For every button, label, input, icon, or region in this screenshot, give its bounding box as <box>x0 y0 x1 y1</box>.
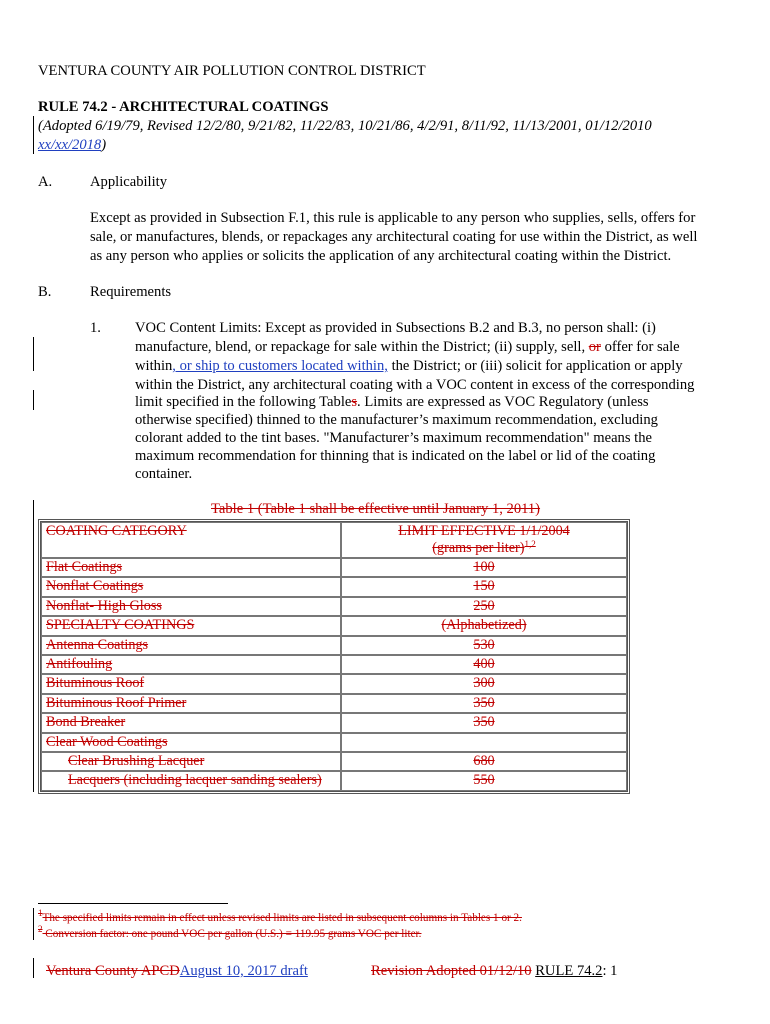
text-run: manufacture, blend, or repackage for sale within the District; (ii) supply, sell, <box>135 339 589 355</box>
coating-category-cell: Nonflat- High Gloss <box>41 597 341 616</box>
change-bar <box>33 908 34 940</box>
footer-deleted-revision: Revision Adopted 01/12/10 <box>371 963 532 979</box>
item-1-text: container. <box>135 466 193 482</box>
table-row <box>41 752 627 771</box>
voc-limit-cell: (Alphabetized) <box>341 616 627 635</box>
deleted-text: or <box>588 339 601 355</box>
voc-limit-cell: 150 <box>341 577 627 596</box>
item-1-text: colorant added to the tint bases. "Manufacturer’s maximum recommendation" means the <box>135 430 653 446</box>
coating-category-cell: Clear Brushing Lacquer <box>41 752 341 771</box>
adoption-history <box>38 117 652 136</box>
agency-heading: VENTURA COUNTY AIR POLLUTION CONTROL DISTRICT <box>38 63 426 79</box>
item-1-text <box>135 357 683 376</box>
coating-category-cell: Flat Coatings <box>41 558 341 577</box>
text-run: offer for sale <box>600 339 680 355</box>
section-b-heading: Requirements <box>90 284 172 300</box>
header-category: COATING CATEGORY <box>41 522 341 558</box>
footnote-1 <box>38 908 522 925</box>
coating-category-cell: Clear Wood Coatings <box>41 733 341 752</box>
table-row <box>41 771 627 790</box>
text-run: . Limits are expressed as VOC Regulatory (unless <box>357 394 649 410</box>
coating-category-cell: Bituminous Roof <box>41 674 341 693</box>
text-run: the District; or (iii) solicit for application or apply <box>387 358 683 374</box>
voc-limit-cell: 550 <box>341 771 627 790</box>
footnote-mark: 2 <box>38 924 43 934</box>
text-run: limit specified in the following Table <box>135 394 352 410</box>
footnote-ref: 1,2 <box>524 539 536 549</box>
section-a-heading: Applicability <box>90 174 168 190</box>
section-b-letter: B. <box>38 284 52 300</box>
text-run: within <box>135 358 173 374</box>
deleted-text: s <box>351 394 358 410</box>
footer-rule-label: RULE 74.2 <box>535 963 603 979</box>
section-a-text: Except as provided in Subsection F.1, this rule is applicable to any person who supplies, sells, offers for <box>90 210 696 226</box>
page-footer <box>46 962 308 981</box>
table-row <box>41 558 627 577</box>
table-row <box>41 577 627 596</box>
voc-limit-cell: 250 <box>341 597 627 616</box>
voc-limit-cell <box>341 733 627 752</box>
voc-limit-cell: 300 <box>341 674 627 693</box>
section-a-letter: A. <box>38 174 53 190</box>
table-row <box>41 636 627 655</box>
header-limit <box>341 522 627 558</box>
adoption-close-paren: ) <box>101 137 107 153</box>
footnote-2 <box>38 924 422 941</box>
adoption-history-cont <box>38 136 106 155</box>
table-row <box>41 674 627 693</box>
footnote-text: Conversion factor: one pound VOC per gallon (U.S.) = 119.95 grams VOC per liter. <box>42 928 422 940</box>
footnote-text: The specified limits remain in effect unless revised limits are listed in subsequent columns in Tables 1 or 2. <box>42 912 522 924</box>
coating-category-cell: SPECIALTY COATINGS <box>41 616 341 635</box>
header-limit-title: LIMIT EFFECTIVE 1/1/2004 <box>398 523 570 539</box>
coating-limits-table <box>38 519 630 794</box>
coating-category-cell: Nonflat Coatings <box>41 577 341 596</box>
item-1-text <box>135 338 680 357</box>
item-1-text: otherwise specified) thinned to the manufacturer’s maximum recommendation, excluding <box>135 412 658 428</box>
table-caption: Table 1 (Table 1 shall be effective until January 1, 2011) <box>211 501 541 517</box>
header-limit-units <box>346 540 622 557</box>
rule-title: RULE 74.2 - ARCHITECTURAL COATINGS <box>38 99 329 115</box>
voc-limit-cell: 400 <box>341 655 627 674</box>
change-bar <box>33 500 34 792</box>
table-row <box>41 597 627 616</box>
section-a-text: sale, or manufactures, blends, or repackages any architectural coating for use within the District, as well <box>90 229 698 245</box>
change-bar <box>33 958 34 978</box>
inserted-text: , or ship to customers located within, <box>172 358 388 374</box>
units-text: (grams per liter) <box>432 540 525 556</box>
voc-limit-cell: 100 <box>341 558 627 577</box>
item-1-text: within the District, any architectural coating with a VOC content in excess of the corresponding <box>135 377 695 393</box>
coating-category-cell: Antenna Coatings <box>41 636 341 655</box>
table-row <box>41 694 627 713</box>
adoption-dates: (Adopted 6/19/79, Revised 12/2/80, 9/21/82, 11/22/83, 10/21/86, 4/2/91, 8/11/92, 11/13/2001, 01/12/2010 <box>38 118 652 134</box>
table-row <box>41 713 627 732</box>
table-header-row <box>41 522 627 558</box>
footnote-mark: 1 <box>38 908 43 918</box>
coating-category-cell: Lacquers (including lacquer sanding sealers) <box>41 771 341 790</box>
footnote-separator <box>38 903 228 904</box>
inserted-date: xx/xx/2018 <box>38 137 102 153</box>
footer-page-number: : 1 <box>602 963 618 979</box>
item-1-number: 1. <box>90 320 101 336</box>
voc-limit-cell: 350 <box>341 694 627 713</box>
footer-draft-date: August 10, 2017 draft <box>179 963 308 979</box>
page-footer-right <box>371 962 617 981</box>
footer-deleted-agency: Ventura County APCD <box>46 963 180 979</box>
item-1-text: maximum recommendation for thinning that is indicated on the label or lid of the coating <box>135 448 656 464</box>
coating-category-cell: Antifouling <box>41 655 341 674</box>
item-1-text: VOC Content Limits: Except as provided in Subsections B.2 and B.3, no person shall: (i) <box>135 320 656 336</box>
voc-limit-cell: 530 <box>341 636 627 655</box>
change-bar <box>33 390 34 410</box>
coating-category-cell: Bond Breaker <box>41 713 341 732</box>
table-row <box>41 616 627 635</box>
change-bar <box>33 116 34 154</box>
item-1-text <box>135 393 649 412</box>
table-row <box>41 655 627 674</box>
coating-category-cell: Bituminous Roof Primer <box>41 694 341 713</box>
voc-limit-cell: 350 <box>341 713 627 732</box>
voc-limit-cell: 680 <box>341 752 627 771</box>
section-a-text: as any person who applies or solicits the application of any architectural coating within the District. <box>90 248 672 264</box>
table-row <box>41 733 627 752</box>
change-bar <box>33 337 34 371</box>
